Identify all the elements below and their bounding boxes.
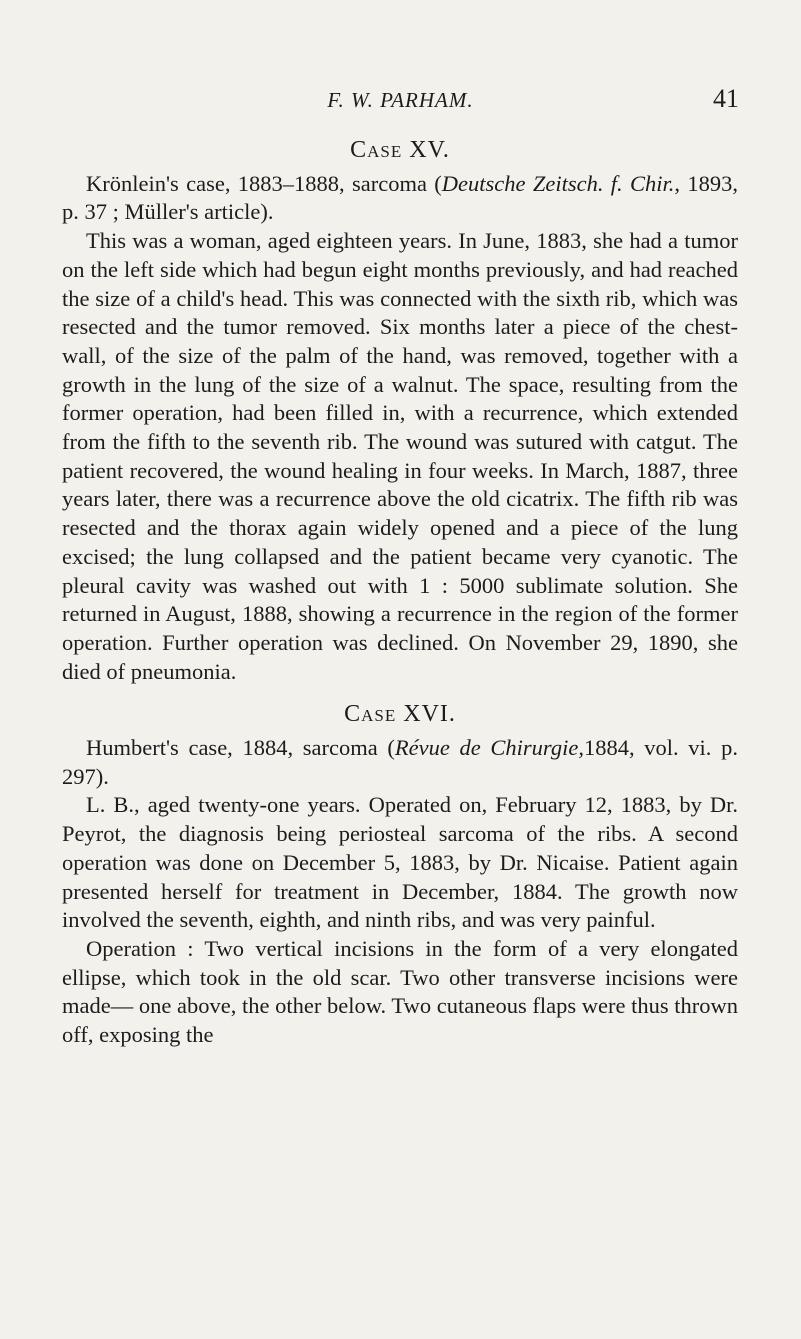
case-16-citation-post: 1884, vol. vi. p. 297).	[62, 735, 738, 789]
case-15-citation-pre: Krönlein's case, 1883–1888, sarcoma (	[86, 170, 442, 196]
case-16-citation	[62, 734, 738, 791]
case-16-operation: Operation : Two vertical incisions in the form of a very elongated ellipse, which took in the old scar. Two other transverse incisions were made— one above, the other below. Two cutaneous flaps were thus thrown off, exposing the	[62, 935, 738, 1048]
case-15-journal: Deutsche Zeitsch. f. Chir.	[441, 170, 675, 196]
case-16-heading: Case XVI.	[344, 701, 456, 728]
running-title: F. W. PARHAM.	[327, 88, 474, 112]
case-15-narrative: This was a woman, aged eighteen years. In June, 1883, she had a tumor on the left side which had begun eight months previously, and had reached the size of a child's head. This was connected with the sixth rib, which was resected and the tumor removed. Six months later a piece of the chest-wall, of the size of the palm of the hand, was removed, together with a growth in the lung of the size of a walnut. The space, resulting from the former operation, had been filled in, with a recurrence, which extended from the fifth to the seventh rib. The wound was sutured with catgut. The patient recovered, the wound healing in four weeks. In March, 1887, three years later, there was a recurrence above the old cicatrix. The fifth rib was resected and the thorax again widely opened and a piece of the lung excised; the lung collapsed and the patient became very cyanotic. The pleural cavity was washed out with 1 : 5000 sublimate solution. She returned in August, 1888, showing a recurrence in the region of the former operation. Further operation was declined. On November 29, 1890, she died of pneumonia.	[62, 228, 738, 684]
case-16-history: L. B., aged twenty-one years. Operated on, February 12, 1883, by Dr. Peyrot, the diagnosis being periosteal sarcoma of the ribs. A second operation was done on December 5, 1883, by Dr. Nicaise. Patient again presented herself for treatment in December, 1884. The growth now involved the seventh, eighth, and ninth ribs, and was very painful.	[62, 792, 738, 933]
case-16-journal: Révue de Chirurgie,	[394, 735, 584, 761]
case-15-citation-post: , 1893, p. 37 ; Müller's article).	[62, 170, 739, 225]
body-text	[62, 136, 738, 1050]
page-number: 41	[713, 84, 739, 113]
case-15-heading: Case XV.	[350, 137, 450, 163]
case-15-citation	[62, 170, 738, 227]
case-16-citation-pre: Humbert's case, 1884, sarcoma (	[86, 735, 395, 761]
running-head	[60, 84, 741, 114]
